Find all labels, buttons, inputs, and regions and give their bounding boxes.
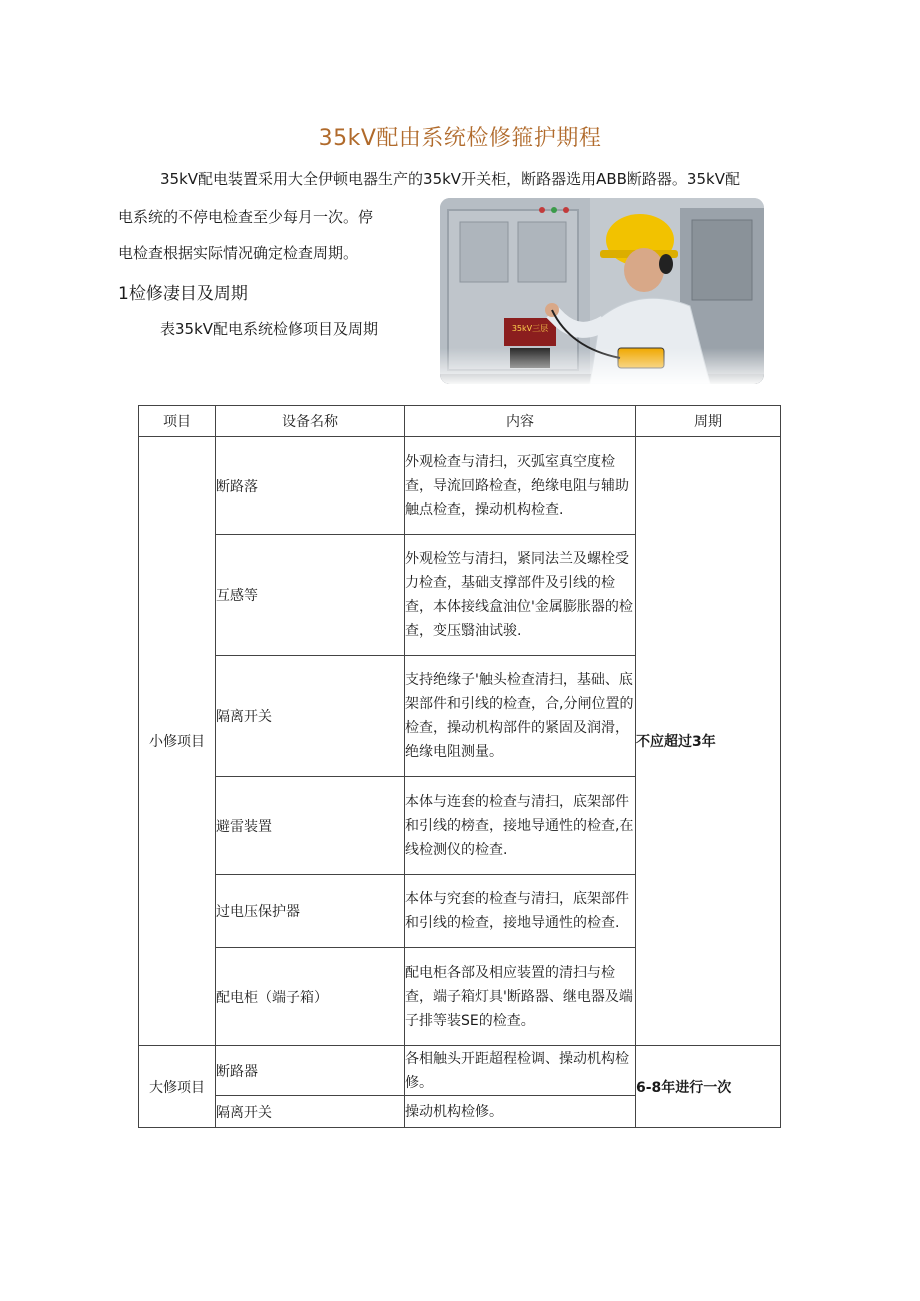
content-cell: 各相触头开距超程检调、操动机构检修。 [405, 1046, 636, 1096]
document-title: 35kV配由系统检修箍护期程 [318, 126, 602, 151]
device-name: 隔离开关 [216, 1096, 405, 1128]
device-name: 隔离开关 [216, 656, 405, 777]
device-name: 避雷装置 [216, 777, 405, 875]
header-content: 内容 [405, 406, 636, 437]
header-item: 项目 [139, 406, 216, 437]
content-cell: 外观检笠与清扫，紧同法兰及螺栓受力检查，基础支撑部件及引线的检查，本体接线盒油位'金属膨胀器的检查，变压翳油试骏. [405, 535, 636, 656]
content-cell: 支持绝缘子'触头检查清扫，基础、底架部件和引线的检查，合,分闸位置的检查，操动机构部件的紧固及润滑，绝缘电阻测量。 [405, 656, 636, 777]
content-cell: 本体与究套的检查与清扫，底架部件和引线的检查，接地导通性的检查. [405, 875, 636, 948]
photo-sign: 35kV三层 [511, 324, 549, 333]
major-period [636, 1046, 781, 1128]
section-heading: 1检修凄目及周期 [118, 284, 248, 304]
header-period: 周期 [636, 406, 781, 437]
major-period-text: 6-8年进行一次 [636, 1079, 732, 1096]
maintenance-table [138, 405, 781, 1128]
table-header-row [139, 406, 781, 437]
intro-line-2: 电系统的不停电检查至少每月一次。停 [118, 208, 374, 226]
minor-category: 小修项目 [139, 437, 216, 1046]
minor-period-text: 不应超过3年 [636, 734, 716, 750]
table-row [139, 437, 781, 535]
minor-period [636, 437, 781, 1046]
intro-line-3: 电检查根据实际情况确定检查周期。 [118, 244, 359, 262]
device-name: 断路落 [216, 437, 405, 535]
table-caption: 表35kV配电系统检修项目及周期 [160, 320, 379, 338]
content-cell: 外观检查与清扫，灭弧室真空度检查，导流回路检查，绝缘电阻与辅助触点检查，操动机构检查. [405, 437, 636, 535]
device-name: 断路器 [216, 1046, 405, 1096]
content-cell: 操动机构检修。 [405, 1096, 636, 1128]
device-name: 互感等 [216, 535, 405, 656]
intro-line-1: 35kV配电装置采用大全伊顿电器生产的35kV开关柜，断路器选用ABB断路器。35kV配 [160, 170, 740, 188]
table-row [139, 1046, 781, 1096]
device-name: 过电压保护器 [216, 875, 405, 948]
content-cell: 配电柜各部及相应装置的清扫与检查，端子箱灯具'断路器、继电器及端子排等装SE的检查。 [405, 948, 636, 1046]
header-device: 设备名称 [216, 406, 405, 437]
content-cell: 本体与连套的检查与清扫，底架部件和引线的榜查，接地导通性的检查,在线检测仪的检查. [405, 777, 636, 875]
worker-photo [440, 198, 764, 384]
device-name: 配电柜（端子箱） [216, 948, 405, 1046]
major-category: 大修项目 [139, 1046, 216, 1128]
